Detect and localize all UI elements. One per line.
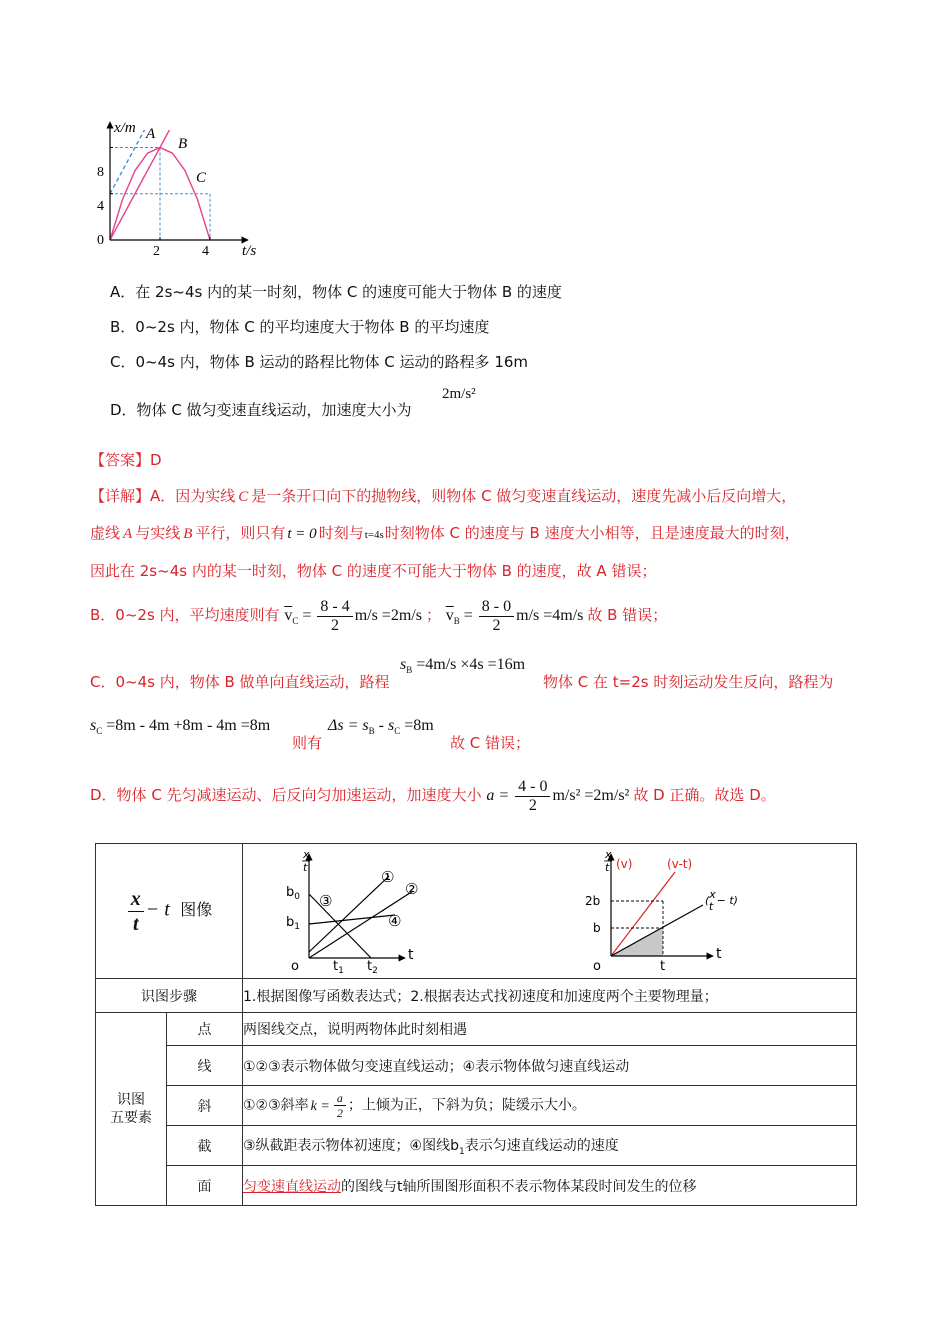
detail-c2-minus-s: - s — [374, 717, 395, 734]
detail-c2-sub2: B — [368, 726, 375, 737]
detail-b-end: 故 B 错误； — [587, 606, 668, 624]
g2-vt-label: (v-t) — [667, 857, 693, 871]
detail-d-a: a = — [486, 787, 510, 804]
graph-two — [583, 846, 763, 976]
steps-label: 识图步骤 — [96, 979, 243, 1013]
g2-y-num: x — [605, 848, 612, 861]
detail-a2-mid2: 平行，则只有 — [195, 524, 286, 542]
steps-text: 1.根据图像写函数表达式；2.根据表达式找初速度和加速度两个主要物理量； — [243, 979, 857, 1013]
option-d-formula: 2m/s² — [442, 386, 476, 402]
detail-line-3: 因此在 2s~4s 内的某一时刻，物体 C 的速度不可能大于物体 B 的速度，故 A 错误； — [90, 562, 657, 580]
detail-b-formula-1: $\overline{v}_C$ = $\frac{8 - 4}{2}$ m/s =2m/s — [284, 597, 422, 634]
table-graphs-cell — [243, 844, 857, 979]
five-label-2: 五要素 — [110, 1110, 152, 1126]
detail-d-num: 4 - 0 — [515, 778, 550, 797]
x-axis-label: t/s — [242, 243, 257, 259]
table-title-minus: − t — [145, 898, 170, 920]
detail-c2-s: s — [90, 717, 97, 734]
five-elements-label — [96, 1013, 167, 1206]
detail-a2-mid3: 时刻与 — [318, 524, 364, 542]
x-tick-2: 2 — [153, 244, 160, 259]
option-d-text: D．物体 C 做匀变速直线运动，加速度大小为 — [110, 401, 412, 419]
detail-a2-pre: 虚线 — [90, 524, 121, 542]
detail-b-sep: ； — [425, 606, 441, 624]
option-b: B．0~2s 内，物体 C 的平均速度大于物体 B 的平均速度 — [110, 318, 490, 336]
detail-a2-mid: 与实线 — [135, 524, 181, 542]
detail-a1-c: C — [238, 489, 249, 505]
detail-tag: 【详解】 — [90, 487, 151, 505]
row-slope-den: 2 — [336, 1106, 343, 1120]
table-title-cell — [96, 844, 243, 979]
detail-d-pre: D．物体 C 先匀减速运动、后反向匀加速运动，加速度大小 — [90, 786, 482, 804]
detail-a2-t4: t=4s — [364, 529, 384, 541]
g1-b0: $b_0$ — [286, 885, 300, 902]
row-intercept-key: 截 — [167, 1126, 243, 1166]
detail-b-frac-2 — [479, 598, 514, 635]
detail-b-frac-1 — [317, 598, 352, 635]
option-a: A．在 2s~4s 内的某一时刻，物体 C 的速度可能大于物体 B 的速度 — [110, 283, 562, 301]
g1-mark-4: ④ — [388, 912, 402, 930]
detail-b-res-1: m/s =2m/s — [354, 607, 422, 624]
row-slope-pre: ①②③斜率 — [243, 1097, 309, 1114]
row-intercept-pre: ③纵截距表示物体初速度；④图线b — [243, 1137, 459, 1154]
table-title-den: t — [132, 912, 139, 935]
y-axis-label: x/m — [114, 120, 136, 136]
table-title-frac — [128, 887, 144, 936]
g1-y-num: x — [303, 848, 310, 861]
detail-b-vb: $\overline{v}$ — [445, 607, 454, 624]
detail-b-vb-sub: B — [453, 616, 460, 627]
detail-a1: A．因为实线 — [150, 487, 236, 505]
detail-c2-end: 故 C 错误； — [450, 734, 531, 752]
x-tick-0: 0 — [97, 233, 104, 248]
detail-c1-end: 物体 C 在 t=2s 时刻运动发生反向，路程为 — [543, 673, 834, 691]
detail-line-d — [90, 776, 776, 815]
g1-origin: o — [291, 959, 299, 974]
detail-d-den: 2 — [528, 796, 537, 814]
detail-c2-ds: Δs = s — [328, 717, 369, 734]
detail-d-formula — [486, 777, 633, 814]
graph-one — [273, 846, 433, 976]
detail-c2-res: =8m — [400, 717, 434, 734]
detail-c2-rest: =8m - 4m +8m - 4m =8m — [102, 717, 271, 734]
series-b-label: B — [178, 136, 188, 152]
y-tick-4: 4 — [97, 199, 104, 214]
g1-mark-2: ② — [405, 880, 419, 898]
detail-a1-rest: 是一条开口向下的抛物线，则物体 C 做匀变速直线运动，速度先减小后反向增大， — [251, 487, 797, 505]
row-point-text: 两图线交点，说明两物体此时刻相遇 — [243, 1013, 857, 1046]
g1-mark-3: ③ — [319, 892, 333, 910]
detail-c2-formula-2 — [328, 717, 434, 736]
row-intercept-sub: 1 — [459, 1146, 465, 1157]
detail-d-frac — [515, 778, 550, 815]
detail-b-num-1: 8 - 4 — [317, 598, 352, 617]
detail-a2-b: B — [183, 526, 193, 542]
detail-c2-sub: C — [96, 726, 103, 737]
detail-a2-a: A — [123, 526, 133, 542]
row-point-key: 点 — [167, 1013, 243, 1046]
row-slope-cell — [243, 1086, 857, 1126]
g2-b: b — [593, 921, 601, 935]
detail-b-den-1: 2 — [331, 616, 340, 634]
g2-2b: 2b — [585, 894, 601, 908]
g1-b1: $b_1$ — [286, 915, 300, 932]
summary-table — [95, 843, 857, 1206]
row-area-post: 的图线与t轴所围图形面积不表示物体某段时间发生的位移 — [341, 1178, 697, 1195]
row-slope-num: a — [334, 1091, 346, 1106]
detail-b-vc-sub: C — [292, 616, 299, 627]
detail-d-res: m/s² =2m/s² — [552, 787, 630, 804]
answer: 【答案】D — [90, 451, 162, 469]
detail-b-pre: B．0~2s 内，平均速度则有 — [90, 606, 280, 624]
xt-chart — [90, 118, 275, 263]
detail-line-b — [90, 597, 667, 639]
detail-b-formula-2: $\overline{v}_B$ = $\frac{8 - 0}{2}$ m/s =4m/s — [445, 597, 584, 634]
detail-b-den-2: 2 — [492, 616, 501, 634]
row-slope-key: 斜 — [167, 1086, 243, 1126]
row-intercept-post: 表示匀速直线运动的速度 — [464, 1137, 619, 1154]
g2-t: t — [716, 946, 722, 962]
g1-t1: $t_1$ — [333, 959, 344, 976]
g1-t: t — [408, 947, 414, 963]
detail-c2-formula — [90, 717, 270, 736]
detail-a2-rest: 时刻物体 C 的速度与 B 速度大小相等，且是速度最大的时刻， — [384, 524, 800, 542]
detail-c1-rest: =4m/s ×4s =16m — [412, 656, 526, 673]
detail-b-vc: $\overline{v}$ — [284, 607, 293, 624]
detail-c1-formula — [400, 656, 525, 675]
row-area-cell — [243, 1166, 857, 1206]
detail-a2-t0: t = 0 — [287, 526, 317, 542]
detail-line-2 — [90, 523, 800, 545]
g1-t2: $t_2$ — [367, 959, 378, 976]
series-c-label: C — [196, 170, 207, 186]
detail-c1-sub: B — [406, 665, 413, 676]
detail-c1-pre: C．0~4s 内，物体 B 做单向直线运动，路程 — [90, 673, 390, 691]
table-title-num: x — [128, 887, 144, 912]
detail-b-res-2: m/s =4m/s — [516, 607, 584, 624]
detail-c1-s: s — [400, 656, 407, 673]
g1-mark-1: ① — [381, 868, 395, 886]
five-label-1: 识图 — [117, 1092, 145, 1108]
option-d — [110, 400, 412, 420]
g2-y-den: t — [605, 861, 610, 874]
g2-origin: o — [593, 959, 601, 974]
detail-line-c1 — [90, 672, 390, 692]
detail-b-num-2: 8 - 0 — [479, 598, 514, 617]
row-line-text: ①②③表示物体做匀变速直线运动；④表示物体做匀速直线运动 — [243, 1046, 857, 1086]
detail-c2-mid: 则有 — [292, 734, 323, 752]
row-line-key: 线 — [167, 1046, 243, 1086]
x-tick-4: 4 — [202, 244, 209, 259]
g2-t-tick: t — [660, 959, 666, 974]
y-tick-8: 8 — [97, 165, 104, 180]
table-title-text: 图像 — [180, 900, 213, 919]
row-slope-frac — [334, 1091, 346, 1120]
detail-d-end: 故 D 正确。故选 D。 — [633, 786, 776, 804]
detail-c2-sub3: C — [394, 726, 401, 737]
g1-y-den: t — [303, 861, 308, 874]
row-slope-post: ；上倾为正，下斜为负；陡缓示大小。 — [347, 1097, 586, 1114]
row-area-key: 面 — [167, 1166, 243, 1206]
option-c: C．0~4s 内，物体 B 运动的路程比物体 C 运动的路程多 16m — [110, 353, 529, 371]
row-area-red: 匀变速直线运动 — [243, 1178, 341, 1195]
detail-line-1 — [90, 486, 796, 507]
g2-v-label: (v) — [616, 857, 633, 871]
row-slope-k: k = — [310, 1098, 330, 1114]
series-a-label: A — [146, 126, 156, 142]
row-intercept-cell — [243, 1126, 857, 1166]
g2-xt-label: (x t − t) — [705, 888, 738, 913]
